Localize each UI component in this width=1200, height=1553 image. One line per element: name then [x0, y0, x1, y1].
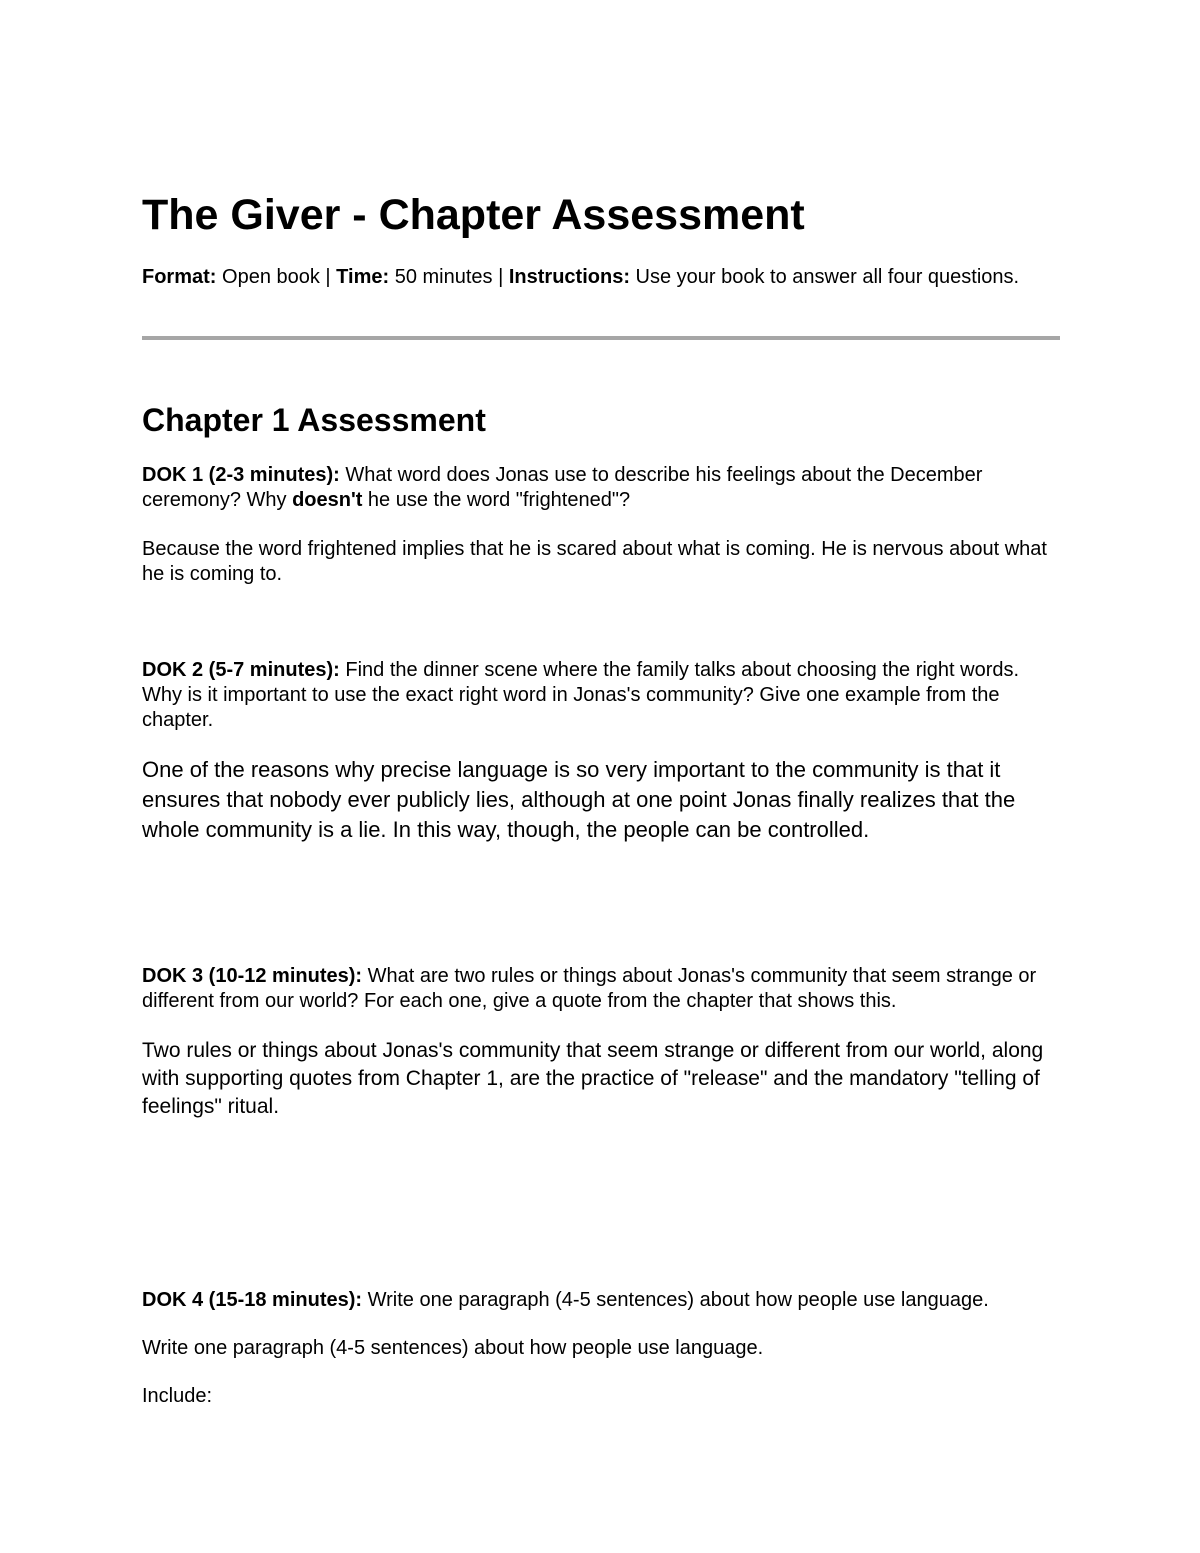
question-text: What are two rules or things about Jonas's community that seem strange or different from our world? For each one, give a quote from the chapter that shows this.: [142, 965, 1037, 1012]
question-dok2: [142, 658, 1060, 733]
question-label: DOK 2 (5-7 minutes):: [142, 659, 340, 681]
answer-dok1: Because the word frightened implies that he is scared about what is coming. He is nervous about what he is coming to.: [142, 538, 1047, 585]
include-label: Include:: [142, 1385, 213, 1407]
answer-dok3: Two rules or things about Jonas's community that seem strange or different from our world, along with supporting quotes from Chapter 1, are the practice of "release" and the mandatory "telling of feelings" ritual.: [142, 1039, 1044, 1118]
assessment-meta: [142, 264, 1042, 290]
question-dok3: [142, 964, 1060, 1014]
question-text: What word does Jonas use to describe his feelings about the December ceremony? Why: [142, 464, 983, 511]
format-value: Open book |: [216, 266, 337, 288]
time-value: 50 minutes |: [389, 266, 509, 288]
document-title: The Giver - Chapter Assessment: [142, 191, 805, 239]
format-label: Format:: [142, 266, 217, 288]
question-label: DOK 1 (2-3 minutes):: [142, 464, 340, 486]
question-label: DOK 4 (15-18 minutes):: [142, 1289, 363, 1311]
question-dok1: [142, 463, 1060, 513]
instructions-label: Instructions:: [508, 266, 630, 288]
answer-dok4: Write one paragraph (4-5 sentences) about how people use language.: [142, 1337, 764, 1359]
time-label: Time:: [336, 266, 390, 288]
question-text: Find the dinner scene where the family talks about choosing the right words. Why is it important to use the exact right word in Jonas's community? Give one example from the chapter.: [142, 659, 1020, 731]
answer-dok2: One of the reasons why precise language is so very important to the community is that it ensures that nobody ever publicly lies, although at one point Jonas finally realizes that the whole community is a lie. In this way, though, the people can be controlled.: [142, 757, 1016, 842]
question-label: DOK 3 (10-12 minutes):: [142, 965, 363, 987]
question-text: he use the word "frightened"?: [362, 489, 631, 511]
instructions-value: Use your book to answer all four questions.: [629, 266, 1020, 288]
section-heading: Chapter 1 Assessment: [142, 402, 486, 438]
question-text: Write one paragraph (4-5 sentences) about how people use language.: [362, 1289, 989, 1311]
question-dok4: [142, 1288, 1060, 1313]
question-emphasis: doesn't: [292, 489, 363, 511]
horizontal-divider: [142, 336, 1060, 340]
